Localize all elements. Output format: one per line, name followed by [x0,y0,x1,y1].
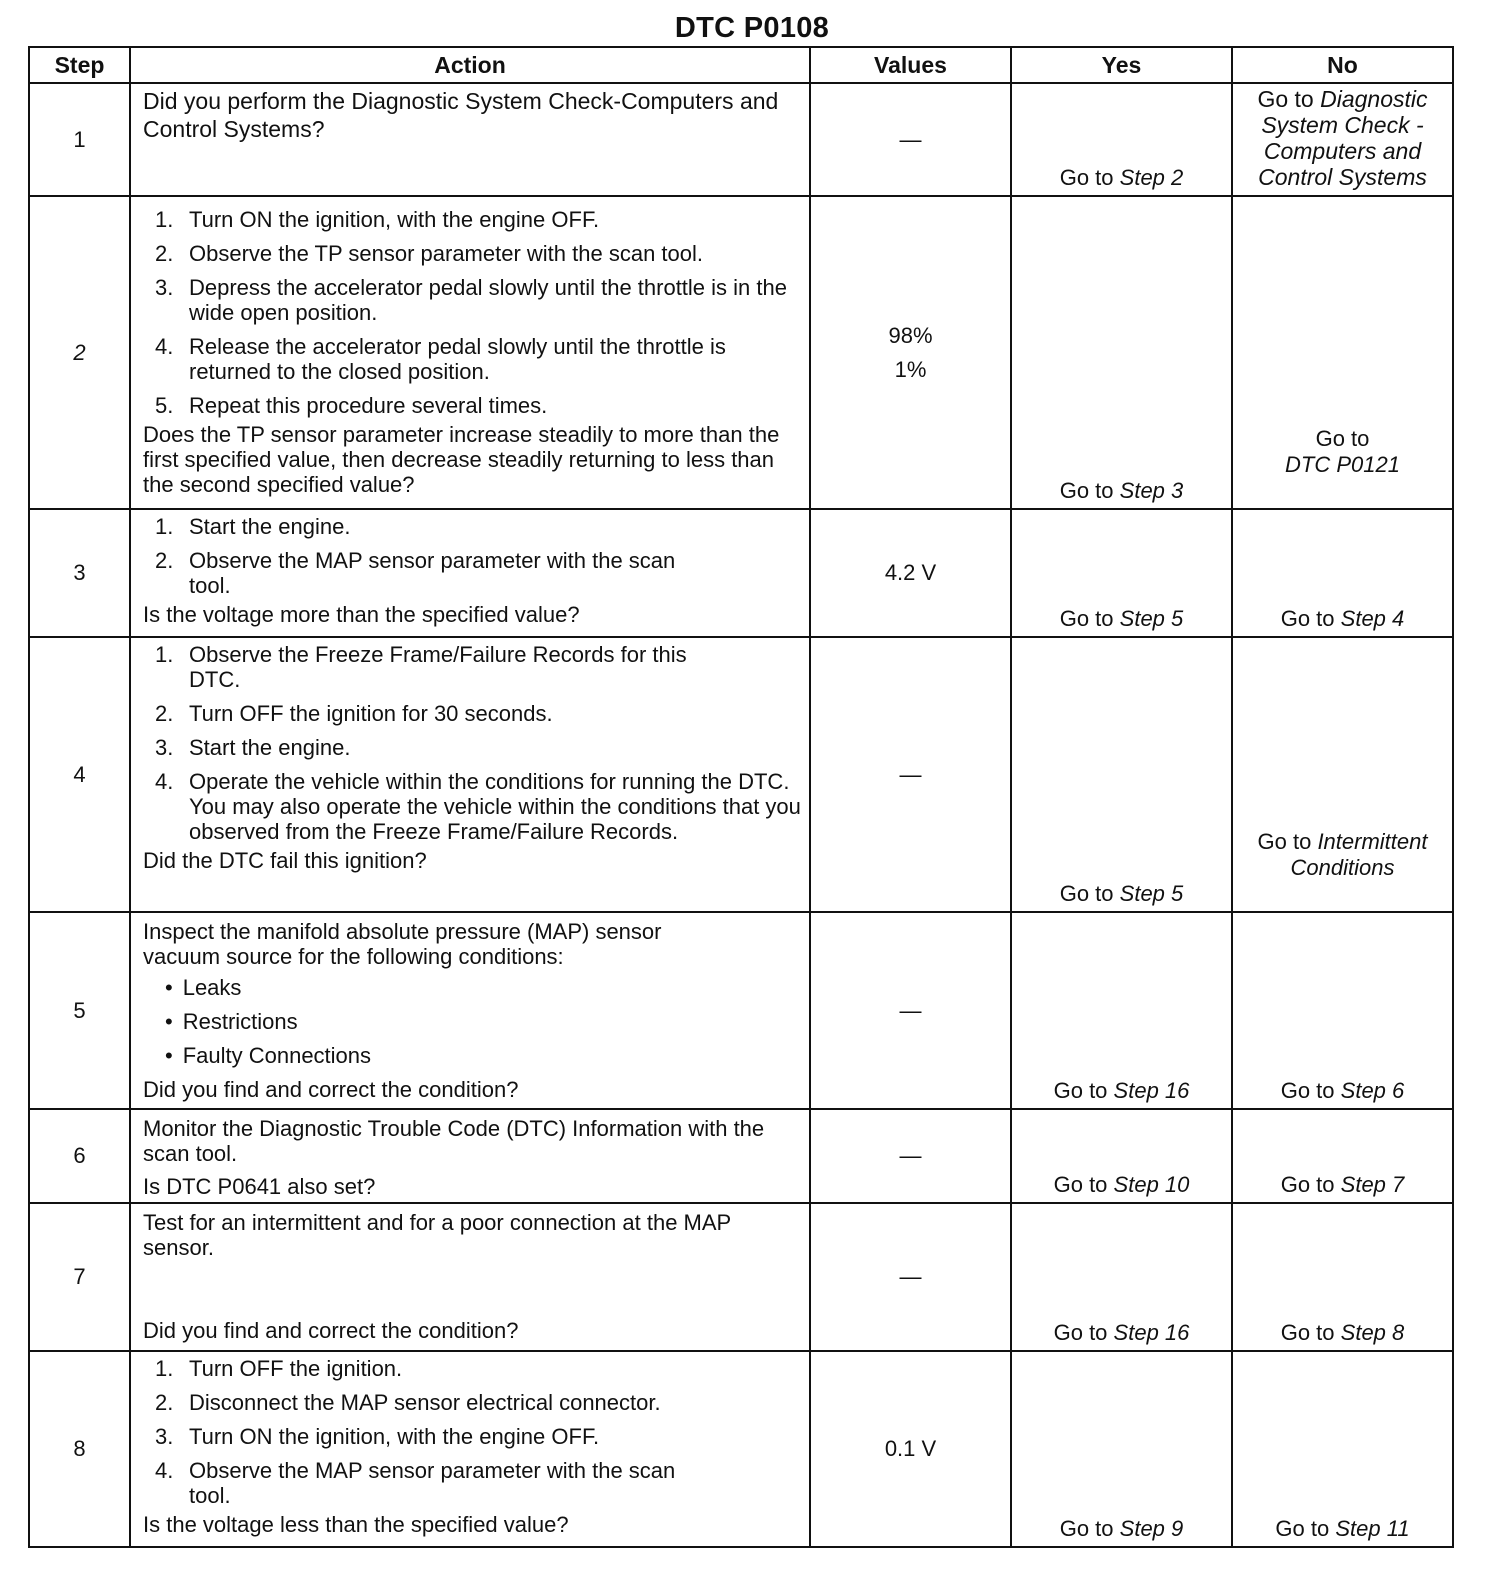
step-number: 3 [29,509,130,637]
no-target: Intermittent Conditions [1290,829,1428,880]
action-question: Is DTC P0641 also set? [143,1174,376,1199]
list-item-text: Turn OFF the ignition. [189,1356,403,1381]
values-cell [810,1351,1011,1547]
list-item-text: Observe the TP sensor parameter with the scan tool. [189,241,704,266]
yes-target: Step 16 [1113,1078,1190,1103]
table-row [29,509,1453,637]
procedure-list [143,514,805,598]
list-item-text: Disconnect the MAP sensor electrical connector. [189,1390,661,1415]
list-item: • Leaks [165,975,805,1000]
yes-cell [1011,1203,1232,1351]
col-header-action: Action [130,47,810,83]
list-item-text: Turn ON the ignition, with the engine OFF. [189,207,600,232]
no-cell [1232,509,1453,637]
list-item: 1. Turn ON the ignition, with the engine OFF. [155,207,600,232]
yes-cell [1011,912,1232,1109]
value: 1% [894,356,927,382]
value: — [899,761,922,787]
goto-label: Go to [1275,1516,1330,1541]
action-cell [130,196,810,509]
no-target: DTC P0121 [1285,452,1400,477]
col-header-step: Step [29,47,130,83]
list-item-text: Observe the MAP sensor parameter with the scan tool. [189,548,676,598]
goto-label: Go to [1053,1078,1108,1103]
action-cell [130,83,810,196]
list-item-text: Start the engine. [189,735,351,760]
value: — [899,126,922,152]
step-number: 2 [29,196,130,509]
values-cell [810,509,1011,637]
col-header-no: No [1232,47,1453,83]
values-cell [810,1109,1011,1203]
value: 98% [888,322,933,348]
procedure-list [143,207,805,418]
list-item-text: Release the accelerator pedal slowly until the throttle is returned to the closed position. [189,334,726,384]
action-question: Is the voltage less than the specified value? [143,1512,569,1537]
table-row [29,1203,1453,1351]
goto-label: Go to [1257,829,1312,854]
list-item: 2. Disconnect the MAP sensor electrical connector. [155,1390,661,1415]
list-item: 4. Observe the MAP sensor parameter with the scan tool. [155,1458,805,1508]
yes-cell [1011,1351,1232,1547]
values-cell [810,637,1011,912]
no-target: Step 11 [1335,1516,1410,1541]
list-item: 4. Release the accelerator pedal slowly until the throttle is returned to the closed position. [155,334,805,384]
no-target: Step 7 [1340,1172,1405,1197]
list-item: 4. Operate the vehicle within the conditions for running the DTC. You may also operate the vehicle within the conditions that you observed from the Freeze Frame/Failure Records. [155,769,805,844]
value: — [899,1264,922,1289]
step-number: 4 [29,637,130,912]
goto-label: Go to [1280,606,1335,631]
value: — [899,1143,922,1168]
no-cell [1232,83,1453,196]
no-target: Step 6 [1340,1078,1405,1103]
yes-cell [1011,509,1232,637]
list-item: 3. Start the engine. [155,735,351,760]
list-item-text: Start the engine. [189,514,351,539]
step-number: 6 [29,1109,130,1203]
diagnostic-table [28,46,1454,1548]
goto-label: Go to [1053,1320,1108,1345]
action-question: Did you find and correct the condition? [143,1318,519,1343]
list-item: 1. Start the engine. [155,514,351,539]
header-row [29,47,1453,83]
goto-label: Go to [1059,881,1114,906]
list-item-text: Observe the MAP sensor parameter with the scan tool. [189,1458,676,1508]
values-cell [810,196,1011,509]
no-cell [1232,637,1453,912]
no-target: Step 4 [1340,606,1405,631]
goto-label: Go to [1315,426,1370,451]
action-text: Monitor the Diagnostic Trouble Code (DTC) Information with the scan tool. [143,1116,765,1166]
no-cell [1232,1203,1453,1351]
no-cell [1232,912,1453,1109]
value: 4.2 V [884,560,937,585]
list-item: 1. Observe the Freeze Frame/Failure Records for this DTC. [155,642,805,692]
table-row [29,912,1453,1109]
no-target: Diagnostic System Check - Computers and Control Systems [1258,86,1428,190]
action-cell [130,1203,810,1351]
action-text: Test for an intermittent and for a poor connection at the MAP sensor. [143,1210,731,1260]
table-row [29,1351,1453,1547]
action-cell [130,509,810,637]
yes-target: Step 2 [1119,165,1184,190]
list-item: • Faulty Connections [165,1043,805,1068]
table-row [29,1109,1453,1203]
goto-label: Go to [1280,1320,1335,1345]
no-target: Step 8 [1340,1320,1405,1345]
table-row [29,196,1453,509]
value: 0.1 V [884,1436,937,1461]
yes-cell [1011,1109,1232,1203]
list-item: • Restrictions [165,1009,805,1034]
col-header-values: Values [810,47,1011,83]
goto-label: Go to [1059,478,1114,503]
action-cell [130,1109,810,1203]
goto-label: Go to [1280,1172,1335,1197]
goto-label: Go to [1059,165,1114,190]
goto-label: Go to [1059,606,1114,631]
values-cell [810,1203,1011,1351]
goto-label: Go to [1257,86,1314,112]
values-cell [810,83,1011,196]
goto-label: Go to [1059,1516,1114,1541]
action-question: Did the DTC fail this ignition? [143,848,427,873]
goto-label: Go to [1280,1078,1335,1103]
list-item-text: Observe the Freeze Frame/Failure Records for this DTC. [189,642,687,692]
list-item: 2. Turn OFF the ignition for 30 seconds. [155,701,553,726]
list-item-text: Repeat this procedure several times. [189,393,548,418]
no-cell [1232,196,1453,509]
action-cell [130,912,810,1109]
yes-target: Step 5 [1119,606,1184,631]
step-number: 5 [29,912,130,1109]
values-cell [810,912,1011,1109]
table-row [29,83,1453,196]
list-item-text: Turn OFF the ignition for 30 seconds. [189,701,553,726]
yes-target: Step 3 [1119,478,1184,503]
list-item: 1. Turn OFF the ignition. [155,1356,403,1381]
yes-target: Step 5 [1119,881,1184,906]
list-item-text: Turn ON the ignition, with the engine OFF. [189,1424,600,1449]
list-item-text: Operate the vehicle within the conditions for running the DTC. You may also operate the vehicle within the conditions that you observed from the Freeze Frame/Failure Records. [189,769,801,844]
value: — [899,997,922,1023]
procedure-list [143,642,805,844]
condition-list [143,975,805,1068]
yes-cell [1011,83,1232,196]
no-cell [1232,1351,1453,1547]
action-question: Does the TP sensor parameter increase steadily to more than the first specified value, then decrease steadily returning to less than the second specified value? [143,422,780,497]
yes-cell [1011,637,1232,912]
step-number: 7 [29,1203,130,1351]
step-number: 1 [29,83,130,196]
yes-target: Step 9 [1119,1516,1184,1541]
action-question: Is the voltage more than the specified value? [143,602,580,627]
action-text: Did you perform the Diagnostic System Check-Computers and Control Systems? [143,88,779,142]
page-title: DTC P0108 [674,12,830,44]
step-number: 8 [29,1351,130,1547]
procedure-list [143,1356,805,1508]
no-cell [1232,1109,1453,1203]
yes-target: Step 10 [1113,1172,1190,1197]
action-text: Inspect the manifold absolute pressure (MAP) sensor vacuum source for the following conditions: [143,919,662,969]
list-item: 3. Depress the accelerator pedal slowly until the throttle is in the wide open position. [155,275,805,325]
yes-cell [1011,196,1232,509]
list-item: 5. Repeat this procedure several times. [155,393,548,418]
list-item: 2. Observe the MAP sensor parameter with the scan tool. [155,548,805,598]
action-cell [130,637,810,912]
yes-target: Step 16 [1113,1320,1190,1345]
action-question: Did you find and correct the condition? [143,1077,519,1102]
list-item: 3. Turn ON the ignition, with the engine OFF. [155,1424,600,1449]
col-header-yes: Yes [1011,47,1232,83]
list-item: 2. Observe the TP sensor parameter with the scan tool. [155,241,704,266]
action-cell [130,1351,810,1547]
list-item-text: Depress the accelerator pedal slowly until the throttle is in the wide open position. [189,275,787,325]
goto-label: Go to [1053,1172,1108,1197]
table-row [29,637,1453,912]
